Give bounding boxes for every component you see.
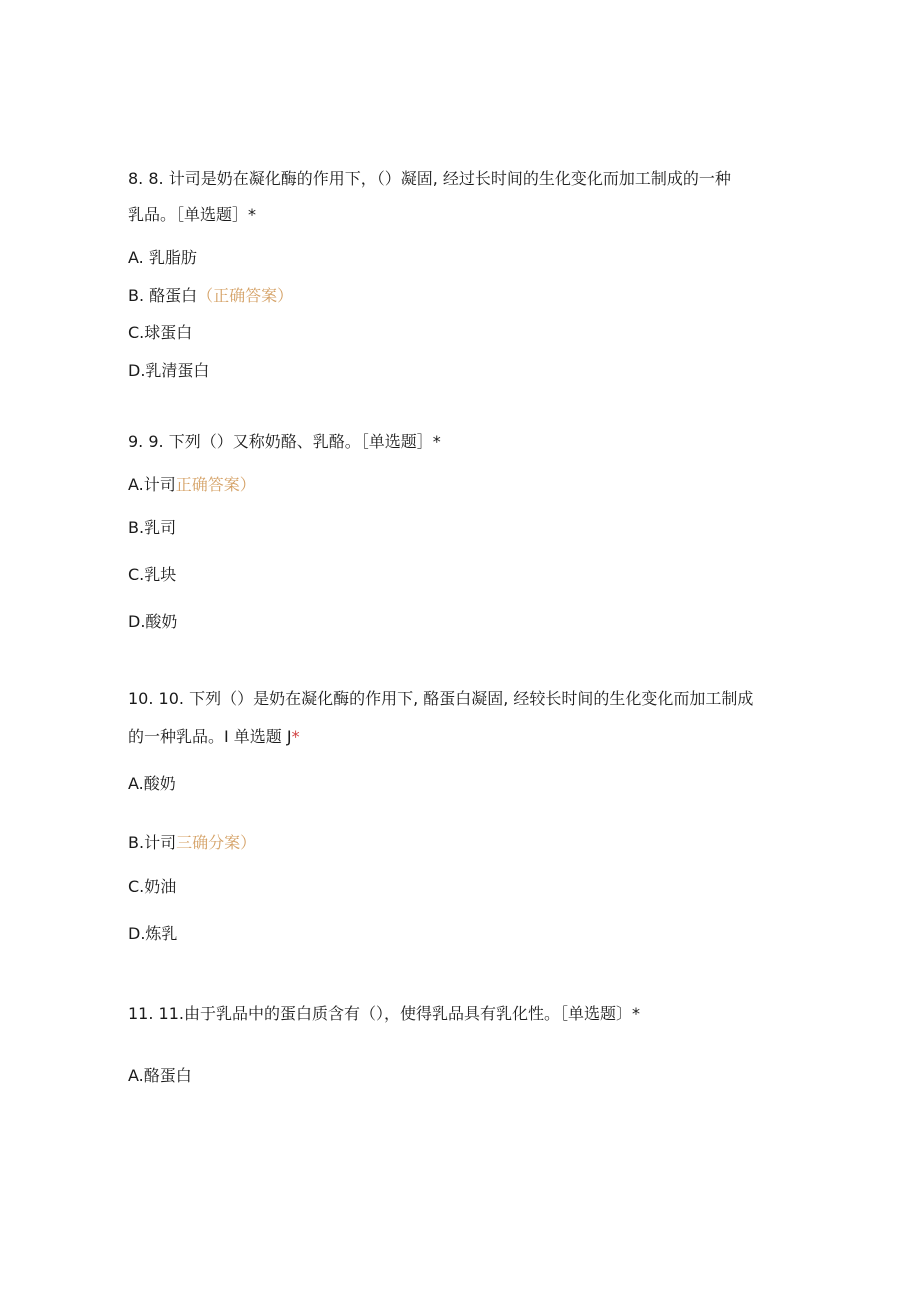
correct-answer-marker: （正确答案）: [197, 286, 294, 305]
option-label: B. 酪蛋白: [128, 286, 198, 305]
question-10-option-d[interactable]: [128, 923, 177, 945]
question-10-text: 10. 10. 下列（）是奶在凝化酶的作用下, 酪蛋白凝固, 经较长时间的生化变化而加工制成: [128, 689, 754, 708]
question-8-option-d[interactable]: [128, 360, 209, 382]
option-label: C.球蛋白: [128, 323, 193, 342]
question-10-text-cont: [128, 726, 300, 748]
question-8-option-b[interactable]: [128, 285, 293, 307]
question-9-option-a[interactable]: [128, 474, 256, 496]
question-10-option-b[interactable]: [128, 832, 256, 854]
correct-answer-marker: 正确答案）: [175, 475, 256, 494]
question-11-text: 11. 11.由于乳品中的蛋白质含有（），使得乳品具有乳化性。［单选题〕*: [128, 1004, 640, 1023]
option-label: D.酸奶: [128, 612, 178, 631]
question-10-option-c[interactable]: [128, 876, 176, 898]
option-label: D.炼乳: [128, 924, 178, 943]
required-star: *: [291, 727, 300, 746]
question-10-text-cont-label: 的一种乳品。I 单选题 J: [128, 727, 292, 746]
option-label: A. 乳脂肪: [128, 248, 197, 267]
option-label: D.乳清蛋白: [128, 361, 210, 380]
option-label: A.酸奶: [128, 774, 176, 793]
question-8-text-cont: 乳品。［单选题］*: [128, 205, 257, 224]
question-9-option-b[interactable]: [128, 517, 176, 539]
question-11-option-a[interactable]: [128, 1065, 192, 1087]
option-label: C.奶油: [128, 877, 177, 896]
question-10-option-a[interactable]: [128, 773, 176, 795]
option-label: B.乳司: [128, 518, 177, 537]
question-9-option-c[interactable]: [128, 564, 176, 586]
question-8-text: 8. 8. 计司是奶在凝化酶的作用下，（）凝固, 经过长时间的生化变化而加工制成的一种: [128, 169, 731, 188]
question-8-option-a[interactable]: [128, 247, 197, 269]
option-label: C.乳块: [128, 565, 177, 584]
option-label: A.酪蛋白: [128, 1066, 192, 1085]
option-label: A.计司: [128, 475, 176, 494]
question-8-option-c[interactable]: [128, 322, 192, 344]
question-9-text: 9. 9. 下列（）又称奶酪、乳酪。［单选题］*: [128, 432, 441, 451]
question-9-option-d[interactable]: [128, 611, 177, 633]
correct-answer-marker: 三确分案）: [176, 833, 257, 852]
option-label: B.计司: [128, 833, 177, 852]
